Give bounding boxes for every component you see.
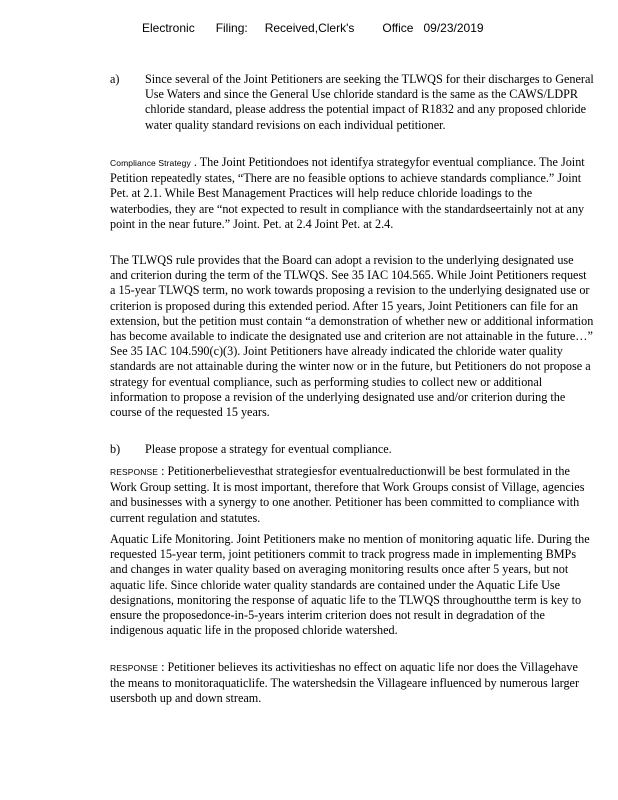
compliance-strategy-paragraph [110, 155, 594, 232]
header-electronic: Electronic [142, 21, 195, 35]
filing-header [142, 20, 484, 36]
tlwqs-rule-paragraph: The TLWQS rule provides that the Board can adopt a revision to the underlying designated use and criterion during the term of the TLWQS. See 35 IAC 104.565. While Joint Petitioners request a 15-year TLWQS term, no work towards proposing a revision to the underlying designated use or criterion is proposed during this extended period. After 15 years, Joint Petitioners can file for an extension, but the petition must contain “a demonstration of whether new or additional information has become available to indicate the designated use and criterion are not attainable in the future…” See 35 IAC 104.590(c)(3). Joint Petitioners have already indicated the chloride water quality standards are not attainable during the winter now or in the future, but Petitioners do not propose a strategy for eventual compliance, such as performing studies to collect new or additional information to propose a revision of the underlying designated use and/or criterion during the course of the requested 15 years. [110, 253, 594, 420]
response-1-paragraph [110, 464, 594, 526]
question-b-marker: b) [110, 442, 121, 456]
response-1-text: : Petitionerbelievesthat strategiesfor eventualreductionwill be best formulated in the Work Group setting. It is most important, therefore that Work Groups consist of Village, agencies and businesses with a synergy to one another. Petitioner has been committed to compliance with current regulation and statutes. [110, 464, 585, 525]
compliance-strategy-label: Compliance Strategy [110, 158, 191, 168]
response-2-paragraph [110, 660, 594, 707]
aquatic-life-paragraph: Aquatic Life Monitoring. Joint Petitioners make no mention of monitoring aquatic life. During the requested 15-year term, joint petitioners commit to track progress made in implementing BMPs and changes in water quality based on averaging monitoring results once after 5 years, but not aquatic life. Since chloride water quality standards are contained under the Aquatic Life Use designations, monitoring the response of aquatic life to the TLWQS throughoutthe term is key to ensure the proposedonce-in-5-years interim criterion does not result in degradation of the indigenous aquatic life in the proposed chloride watershed. [110, 532, 590, 638]
question-a-text: Since several of the Joint Petitioners are seeking the TLWQS for their discharges to General Use Waters and since the General Use chloride standard is the same as the CAWS/LDPR chloride standard, please address the potential impact of R1832 and any proposed chloride water quality standard revisions on each individual petitioner. [145, 72, 594, 132]
header-office: Office [382, 21, 414, 35]
header-received: Received,Clerk's [264, 21, 355, 35]
header-filing: Filing: [215, 21, 248, 35]
question-b [110, 442, 594, 457]
response-2-text: : Petitioner believes its activitieshas no effect on aquatic life nor does the Villagehave the means to monitoraquaticlife. The watershedsin the Villageare influenced by numerous larger usersboth up and down stream. [110, 660, 580, 706]
header-date: 09/23/2019 [423, 21, 484, 35]
compliance-strategy-text: . The Joint Petitiondoes not identifya strategyfor eventual compliance. The Joint Petition repeatedly states, “There are no feasible options to achieve standards compliance.” Joint Pet. at 2.1. While Best Management Practices will help reduce chloride loadings to the waterbodies, they are “not expected to result in compliance with the standardseertainly not at any point in the near future.” Joint. Pet. at 2.4 Joint Pet. at 2.4. [110, 155, 585, 231]
question-a-marker: a) [110, 72, 120, 86]
question-b-text: Please propose a strategy for eventual compliance. [145, 442, 392, 456]
response-1-label: RESPONSE [110, 467, 159, 477]
question-a [110, 72, 594, 133]
response-2-label: RESPONSE [110, 663, 159, 673]
